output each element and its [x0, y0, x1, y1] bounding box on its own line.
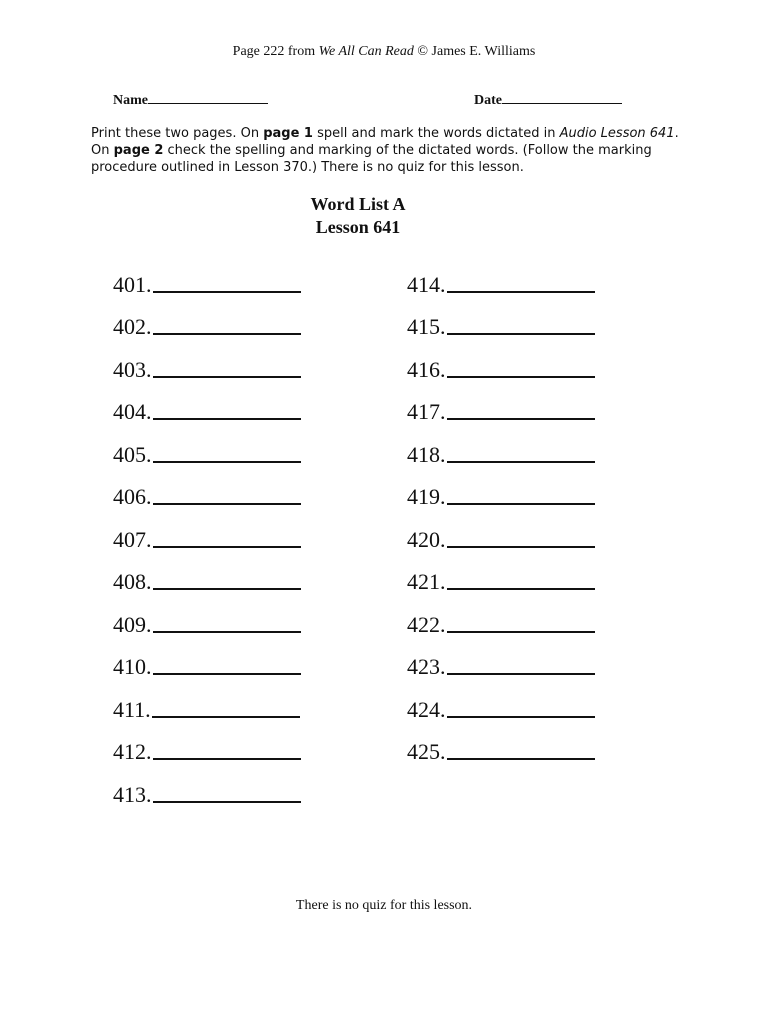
item-number: 411.: [113, 696, 151, 722]
answer-blank[interactable]: [153, 376, 301, 378]
answer-blank[interactable]: [153, 758, 301, 760]
item-number: 413.: [113, 781, 152, 807]
instructions-bold-1: page 1: [263, 126, 313, 141]
word-list-item: [113, 639, 301, 682]
word-list-left-column: [113, 256, 301, 809]
answer-blank[interactable]: [447, 673, 595, 675]
item-number: 409.: [113, 611, 152, 637]
instructions-text-2: spell and mark the words dictated in: [312, 126, 560, 141]
item-number: 405.: [113, 441, 152, 467]
word-list-item: [407, 681, 595, 724]
answer-blank[interactable]: [153, 461, 301, 463]
instructions-paragraph: [91, 125, 691, 176]
word-list-item: [113, 554, 301, 597]
word-list-item: [113, 681, 301, 724]
answer-blank[interactable]: [153, 673, 301, 675]
item-number: 402.: [113, 314, 152, 339]
word-list-item: [407, 511, 595, 554]
item-number: 415.: [407, 314, 446, 339]
item-number: 421.: [407, 569, 446, 594]
item-number: 422.: [407, 611, 446, 637]
item-number: 414.: [407, 271, 446, 297]
date-blank[interactable]: [502, 91, 622, 104]
header-prefix: Page 222 from: [232, 44, 319, 59]
item-number: 408.: [113, 569, 152, 594]
answer-blank[interactable]: [153, 291, 301, 293]
answer-blank[interactable]: [153, 418, 301, 420]
answer-blank[interactable]: [153, 333, 301, 335]
item-number: 404.: [113, 399, 152, 424]
answer-blank[interactable]: [153, 546, 301, 548]
lesson-title: Lesson 641: [315, 217, 401, 237]
word-list-item: [407, 554, 595, 597]
answer-blank[interactable]: [447, 461, 595, 463]
word-list-item: [113, 256, 301, 299]
answer-blank[interactable]: [153, 503, 301, 505]
instructions-text-3: . On: [91, 126, 679, 158]
answer-blank[interactable]: [152, 716, 300, 718]
word-list-title: Word List A: [310, 194, 406, 214]
word-list-item: [113, 596, 301, 639]
name-blank[interactable]: [148, 91, 268, 104]
name-field[interactable]: [113, 91, 268, 109]
page-header: [0, 44, 768, 60]
word-list-item: [407, 299, 595, 342]
answer-blank[interactable]: [447, 631, 595, 633]
item-number: 424.: [407, 696, 446, 722]
instructions-text-1: Print these two pages. On: [91, 126, 264, 141]
date-label: Date: [474, 93, 502, 108]
answer-blank[interactable]: [447, 546, 595, 548]
item-number: 420.: [407, 526, 446, 552]
word-list-item: [113, 766, 301, 809]
instructions-text-4: check the spelling and marking of the dictated words. (Follow the marking procedure outlined in Lesson 370.) There is no quiz for this lesson.: [91, 143, 652, 175]
item-number: 406.: [113, 484, 152, 509]
item-number: 412.: [113, 739, 152, 764]
word-list-item: [407, 384, 595, 427]
answer-blank[interactable]: [447, 291, 595, 293]
book-title: We All Can Read: [318, 44, 414, 59]
item-number: 407.: [113, 526, 152, 552]
word-list-item: [407, 469, 595, 512]
word-list-item: [113, 384, 301, 427]
footer-note: There is no quiz for this lesson.: [295, 898, 473, 913]
word-list-item: [113, 511, 301, 554]
item-number: 418.: [407, 441, 446, 467]
word-list-item: [407, 341, 595, 384]
word-list-item: [407, 596, 595, 639]
word-list-item: [113, 299, 301, 342]
answer-blank[interactable]: [447, 503, 595, 505]
word-list-item: [113, 724, 301, 767]
answer-blank[interactable]: [447, 376, 595, 378]
date-field[interactable]: [474, 91, 622, 109]
answer-blank[interactable]: [153, 631, 301, 633]
item-number: 417.: [407, 399, 446, 424]
item-number: 425.: [407, 739, 446, 764]
word-list-item: [113, 469, 301, 512]
item-number: 423.: [407, 654, 446, 679]
header-suffix: © James E. Williams: [413, 44, 536, 59]
word-list-item: [407, 639, 595, 682]
item-number: 416.: [407, 356, 446, 382]
word-list-right-column: [407, 256, 595, 766]
answer-blank[interactable]: [153, 588, 301, 590]
answer-blank[interactable]: [153, 801, 301, 803]
instructions-bold-2: page 2: [113, 143, 164, 158]
word-list-item: [407, 724, 595, 767]
answer-blank[interactable]: [447, 716, 595, 718]
answer-blank[interactable]: [447, 758, 595, 760]
answer-blank[interactable]: [447, 333, 595, 335]
name-label: Name: [113, 93, 148, 108]
item-number: 419.: [407, 484, 446, 509]
item-number: 410.: [113, 654, 152, 679]
item-number: 403.: [113, 356, 152, 382]
word-list-item: [113, 341, 301, 384]
word-list-item: [407, 256, 595, 299]
word-list-item: [113, 426, 301, 469]
word-list-item: [407, 426, 595, 469]
answer-blank[interactable]: [447, 418, 595, 420]
item-number: 401.: [113, 271, 152, 297]
instructions-italic-1: Audio Lesson 641: [559, 126, 675, 141]
answer-blank[interactable]: [447, 588, 595, 590]
